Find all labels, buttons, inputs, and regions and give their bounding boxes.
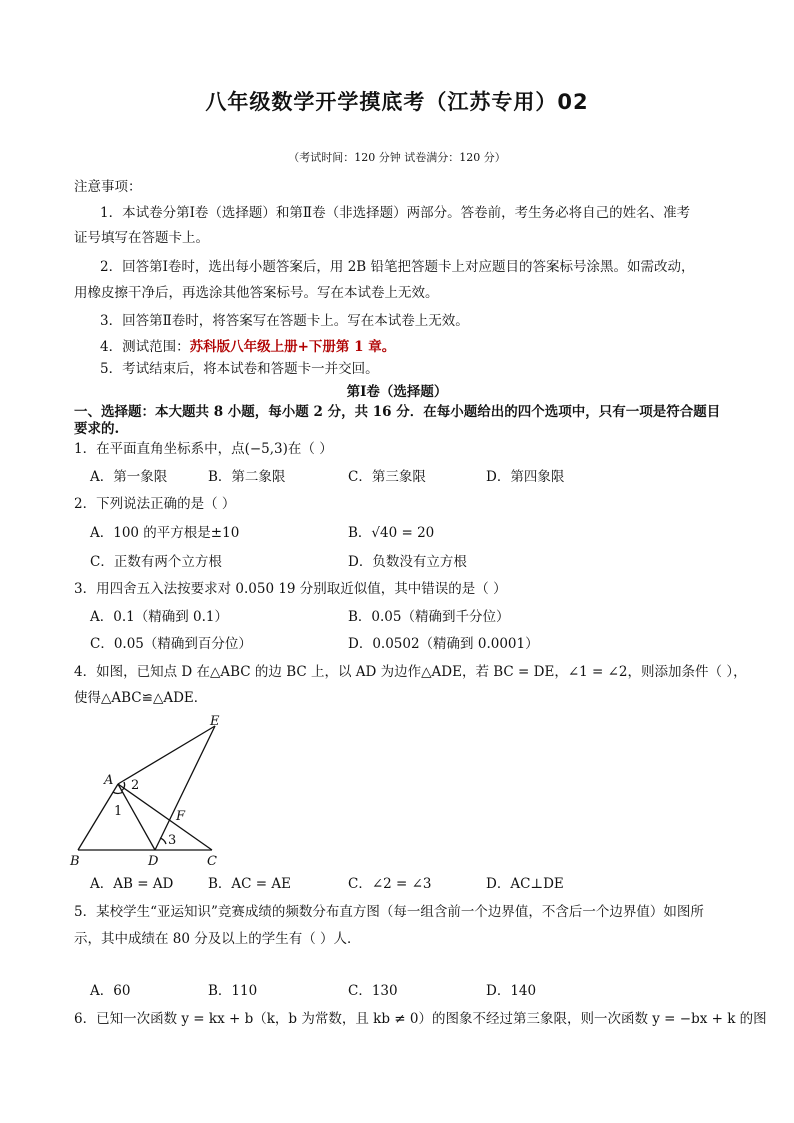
option-b: B．AC = AE — [208, 876, 291, 892]
exam-subtitle: （考试时间：120 分钟 试卷满分：120 分） — [288, 151, 506, 164]
segment-ad — [118, 784, 155, 850]
option-a: A．第一象限 — [90, 469, 168, 485]
option-c: C．130 — [348, 983, 398, 999]
segment-ac — [118, 784, 212, 850]
notice-item: 2．回答第Ⅰ卷时，选出每小题答案后，用 2B 铅笔把答题卡上对应题目的答案标号涂黑。如需改动， — [100, 259, 695, 275]
option-a: A．0.1（精确到 0.1） — [90, 609, 228, 625]
notice-item: 用橡皮擦干净后，再选涂其他答案标号。写在本试卷上无效。 — [74, 285, 439, 301]
notice-item: 证号填写在答题卡上。 — [74, 230, 209, 246]
notice-scope-value: 苏科版八年级上册+下册第 1 章。 — [189, 339, 396, 355]
section-intro: 要求的. — [74, 421, 120, 437]
question-stem: 3．用四舍五入法按要求对 0.050 19 分别取近似值，其中错误的是（ ） — [74, 581, 507, 597]
label-angle-2: 2 — [131, 778, 140, 793]
option-d: D．140 — [486, 983, 537, 999]
option-b: B．110 — [208, 983, 258, 999]
option-b: B．0.05（精确到千分位） — [348, 609, 510, 625]
question-stem: 5．某校学生“亚运知识”竞赛成绩的频数分布直方图（每一组含前一个边界值，不含后一个边界值）如图所 — [74, 904, 704, 920]
notice-scope-label: 4．测试范围： — [100, 339, 190, 355]
option-d: D．第四象限 — [486, 469, 565, 485]
question-stem: 6．已知一次函数 y = kx + b（k，b 为常数，且 kb ≠ 0）的图象不经过第三象限，则一次函数 y = −bx + k 的图 — [74, 1011, 767, 1027]
question-stem: 1．在平面直角坐标系中，点(−5,3)在（ ） — [74, 441, 333, 457]
option-c: C．第三象限 — [348, 469, 426, 485]
label-b: B — [70, 854, 80, 869]
option-a: A．AB = AD — [90, 876, 174, 892]
question-stem: 示，其中成绩在 80 分及以上的学生有（ ）人． — [74, 931, 361, 947]
label-d: D — [148, 854, 159, 869]
label-angle-1: 1 — [114, 804, 123, 819]
notice-item: 5．考试结束后，将本试卷和答题卡一并交回。 — [100, 361, 379, 377]
question-stem: 4．如图，已知点 D 在△ABC 的边 BC 上，以 AD 为边作△ADE，若 BC = DE，∠1 = ∠2，则添加条件（ ）， — [74, 664, 747, 680]
notice-item-scope — [100, 338, 395, 356]
label-a: A — [104, 773, 114, 788]
option-d: D．AC⊥DE — [486, 876, 564, 892]
notice-item: 3．回答第Ⅱ卷时，将答案写在答题卡上。写在本试卷上无效。 — [100, 313, 469, 329]
triangle-figure — [60, 712, 250, 872]
label-angle-3: 3 — [168, 833, 177, 848]
angle-3-arc — [160, 838, 166, 844]
page-title: 八年级数学开学摸底考（江苏专用）02 — [205, 90, 589, 114]
option-c: C．正数有两个立方根 — [90, 554, 222, 570]
question-stem: 2．下列说法正确的是（ ） — [74, 496, 236, 512]
option-c: C．0.05（精确到百分位） — [90, 636, 252, 652]
section-title: 第Ⅰ卷（选择题） — [346, 384, 448, 400]
option-a: A．60 — [90, 983, 131, 999]
segment-ab — [78, 784, 118, 850]
label-e: E — [210, 714, 220, 729]
option-d: D．0.0502（精确到 0.0001） — [348, 636, 539, 652]
section-intro: 一、选择题：本大题共 8 小题，每小题 2 分，共 16 分．在每小题给出的四个选项中，只有一项是符合题目 — [74, 404, 721, 420]
notice-item: 1．本试卷分第Ⅰ卷（选择题）和第Ⅱ卷（非选择题）两部分。答卷前，考生务必将自己的姓名、准考 — [100, 205, 691, 221]
option-b: B．第二象限 — [208, 469, 286, 485]
notice-heading: 注意事项： — [74, 179, 142, 195]
label-f: F — [176, 809, 186, 824]
option-d: D．负数没有立方根 — [348, 554, 467, 570]
option-c: C．∠2 = ∠3 — [348, 876, 432, 892]
angle-1-arc — [113, 792, 123, 794]
question-stem: 使得△ABC≌△ADE． — [74, 690, 208, 706]
option-b: B．√40 = 20 — [348, 525, 435, 541]
label-c: C — [207, 854, 217, 869]
option-a: A．100 的平方根是±10 — [90, 525, 240, 541]
